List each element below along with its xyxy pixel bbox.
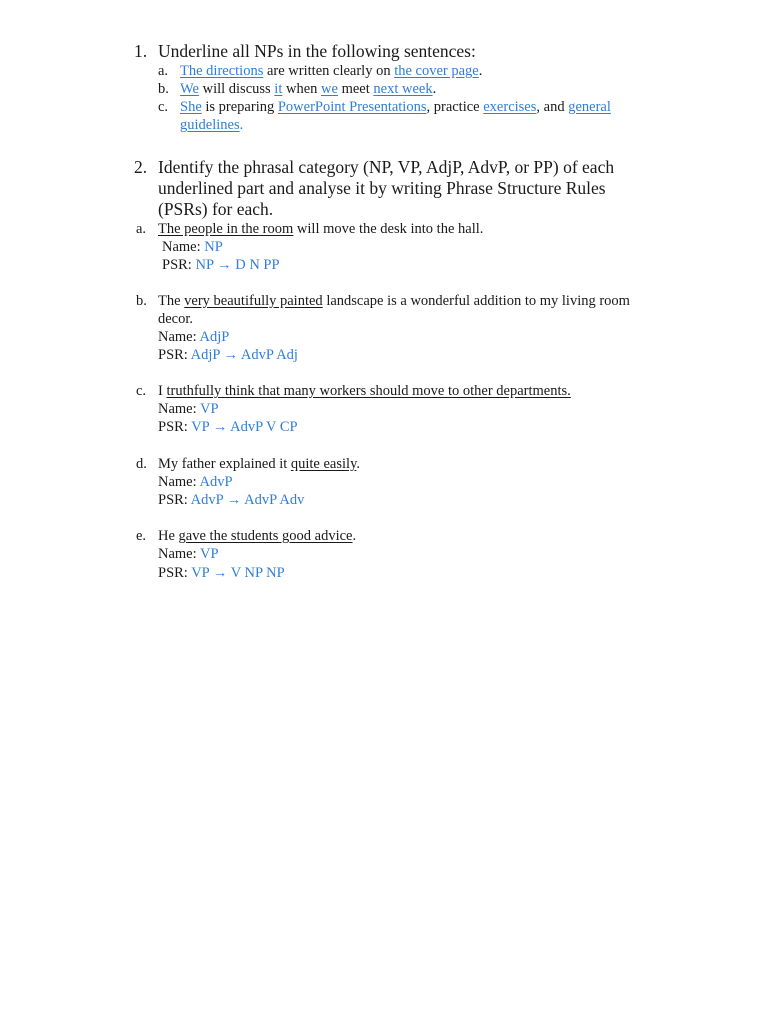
item-e-name [158,545,219,563]
np-underline: next week [373,81,433,97]
item-letter: b. [158,81,169,97]
item-letter: a. [158,63,169,79]
item-c-psr [158,418,298,436]
np-underline: We [180,81,199,97]
underlined-phrase: The people in the room [158,221,294,237]
item-b-name [158,328,229,346]
item-c-name [158,400,219,418]
item-letter: e. [136,528,147,544]
item-letter: b. [136,293,147,309]
sentence-text: , and [536,99,569,115]
question-text: Identify the phrasal category (NP, VP, AdjP, AdvP, or PP) of each underlined part and analyse it by writing Phrase Structure Rules (PSRs) for each. [158,157,615,219]
item-a-sentence [158,220,483,238]
np-underline: exercises [483,99,537,115]
sentence-text: will discuss [198,81,275,97]
item-letter: d. [136,456,147,472]
item-d-sentence [158,455,360,473]
name-label: Name: [158,546,201,562]
sentence-text: . [432,81,437,97]
sentence-text: will move the desk into the hall. [293,221,484,237]
sentence-text: , practice [426,99,484,115]
sentence-a [180,62,482,80]
item-e-psr [158,564,285,582]
psr-label: PSR: [158,419,192,435]
item-letter: c. [136,383,147,399]
sentence-text: is preparing [201,99,278,115]
np-underline: guidelines [180,117,240,133]
item-a-name [162,238,223,256]
answer-category: AdvP [199,474,233,490]
underlined-phrase: gave the students good advice [178,528,353,544]
answer-category: NP [204,239,223,255]
item-a-psr [162,256,280,274]
item-b-sentence [158,292,630,310]
item-letter: a. [136,221,147,237]
sentence-text: are written clearly on [263,63,395,79]
sentence-text: I [158,383,167,399]
sentence-text: The [158,293,185,309]
psr-label: PSR: [162,257,196,273]
psr-label: PSR: [158,347,191,363]
sentence-text: . [356,456,360,472]
underlined-phrase: quite easily [290,456,357,472]
sentence-c [180,98,611,116]
question-number: 1. [134,41,148,61]
answer-psr: NP → D N PP [195,257,280,273]
item-c-sentence [158,382,571,400]
question-number: 2. [134,157,148,177]
name-label: Name: [158,401,201,417]
np-underline: general [568,99,611,115]
sentence-text: He [158,528,179,544]
psr-label: PSR: [158,565,192,581]
item-d-psr [158,491,304,509]
sentence-text: My father explained it [158,456,291,472]
psr-label: PSR: [158,492,191,508]
answer-psr: AdvP → AdvP Adv [190,492,305,508]
answer-category: AdjP [199,329,230,345]
answer-category: VP [200,401,219,417]
np-underline: the cover page [394,63,479,79]
np-underline: The directions [180,63,264,79]
item-b-sentence-continued [158,310,193,328]
sentence-c-continued [180,116,243,134]
name-label: Name: [162,239,205,255]
np-underline: it [274,81,283,97]
item-b-psr [158,346,298,364]
np-underline: we [321,81,338,97]
sentence-text: decor. [158,311,194,327]
name-label: Name: [158,329,200,345]
underlined-phrase: truthfully think that many workers should move to other departments. [166,383,571,399]
np-underline: PowerPoint Presentations [277,99,427,115]
question-text: Underline all NPs in the following sentences: [158,41,476,61]
sentence-text: meet [337,81,374,97]
sentence-text: when [282,81,322,97]
sentence-text: . [478,63,483,79]
item-d-name [158,473,233,491]
sentence-text: landscape is a wonderful addition to my living room [322,293,630,309]
answer-psr: AdjP → AdvP Adj [190,347,298,363]
np-underline: She [180,99,202,115]
underlined-phrase: very beautifully painted [184,293,323,309]
item-e-sentence [158,527,356,545]
sentence-b [180,80,436,98]
sentence-text: . [352,528,357,544]
name-label: Name: [158,474,200,490]
answer-category: VP [200,546,219,562]
answer-psr: VP → AdvP V CP [191,419,298,435]
item-letter: c. [158,99,169,115]
answer-psr: VP → V NP NP [191,565,285,581]
sentence-text: . [239,117,244,133]
